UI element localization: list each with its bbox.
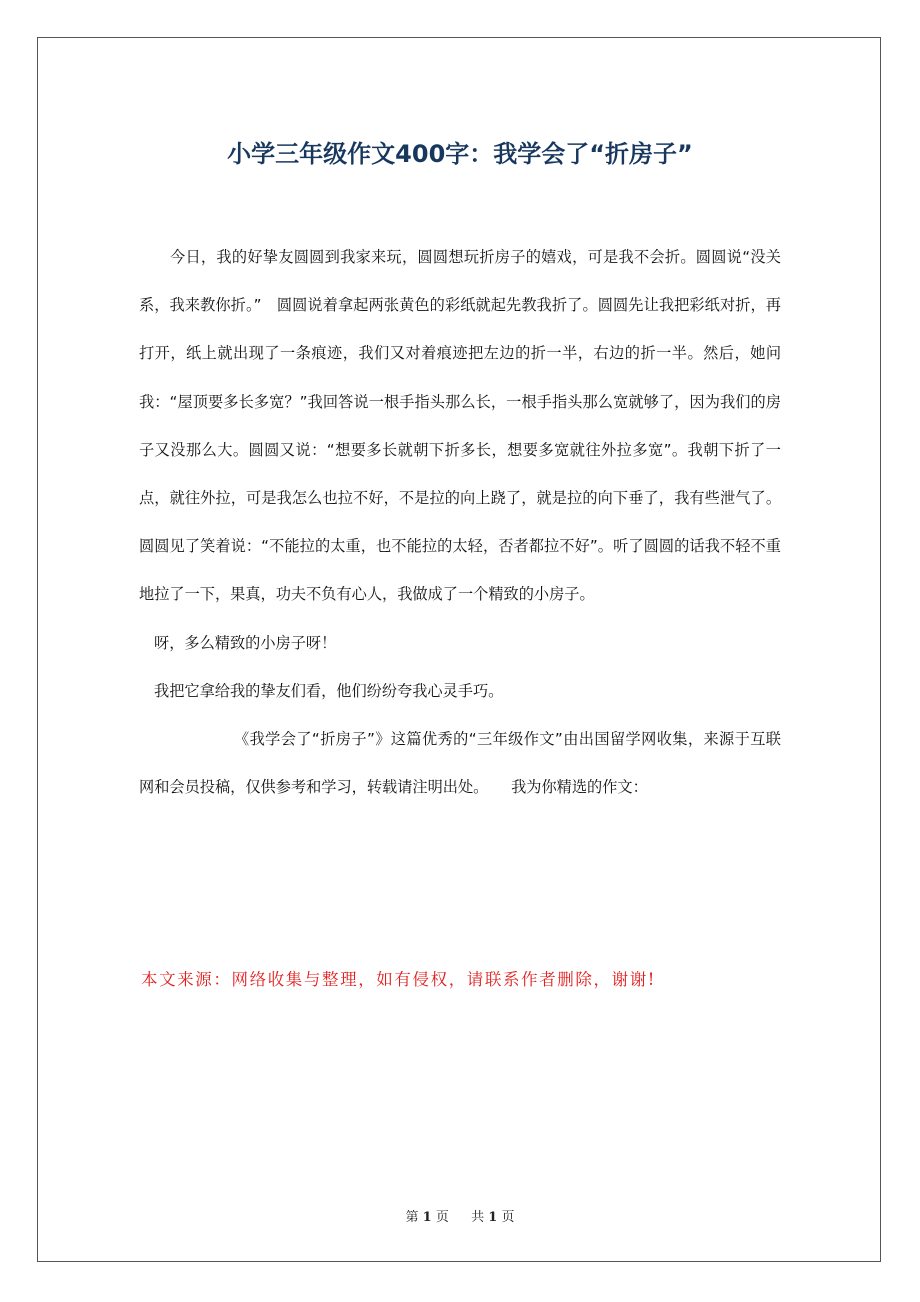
page-footer [37,1206,883,1225]
paragraph-show-friends: 我把它拿给我的挚友们看，他们纷纷夸我心灵手巧。 [154,681,504,700]
footer-total-pages: 1 [488,1210,498,1225]
paragraph-attribution: 《我学会了“折房子”》这篇优秀的“三年级作文”由出国留学网收集，来源于互联网和会员投稿，仅供参考和学习，转载请注明出处。 我为你精选的作文： [139,730,781,797]
paragraph-main: 今日，我的好挚友圆圆到我家来玩，圆圆想玩折房子的嬉戏，可是我不会折。圆圆说“没关系，我来教你折。” 圆圆说着拿起两张黄色的彩纸就起先教我折了。圆圆先让我把彩纸对折，再打开，纸上就出现了一条痕迹，我们又对着痕迹把左边的折一半，右边的折一半。然后，她问我：“屋顶要多长多宽？”我回答说一根手指头那么长，一根手指头那么宽就够了，因为我们的房子又没那么大。圆圆又说：“想要多长就朝下折多长，想要多宽就往外拉多宽”。我朝下折了一点，就往外拉，可是我怎么也拉不好，不是拉的向上跷了，就是拉的向下垂了，我有些泄气了。圆圆见了笑着说：“不能拉的太重，也不能拉的太轻，否者都拉不好”。听了圆圆的话我不轻不重地拉了一下，果真，功夫不负有心人，我做成了一个精致的小房子。 [139,248,781,604]
paragraph-exclaim: 呀，多么精致的小房子呀！ [154,633,337,652]
footer-total-prefix: 共 [471,1210,485,1225]
document-title: 小学三年级作文400字：我学会了“折房子” [227,140,693,169]
footer-page-number: 1 [422,1210,432,1225]
footer-page-suffix: 页 [435,1210,449,1225]
footer-page-prefix: 第 [405,1210,419,1225]
footer-total-suffix: 页 [501,1210,515,1225]
source-disclaimer: 本文来源：网络收集与整理，如有侵权，请联系作者删除，谢谢! [141,970,657,989]
article-body [139,233,781,811]
